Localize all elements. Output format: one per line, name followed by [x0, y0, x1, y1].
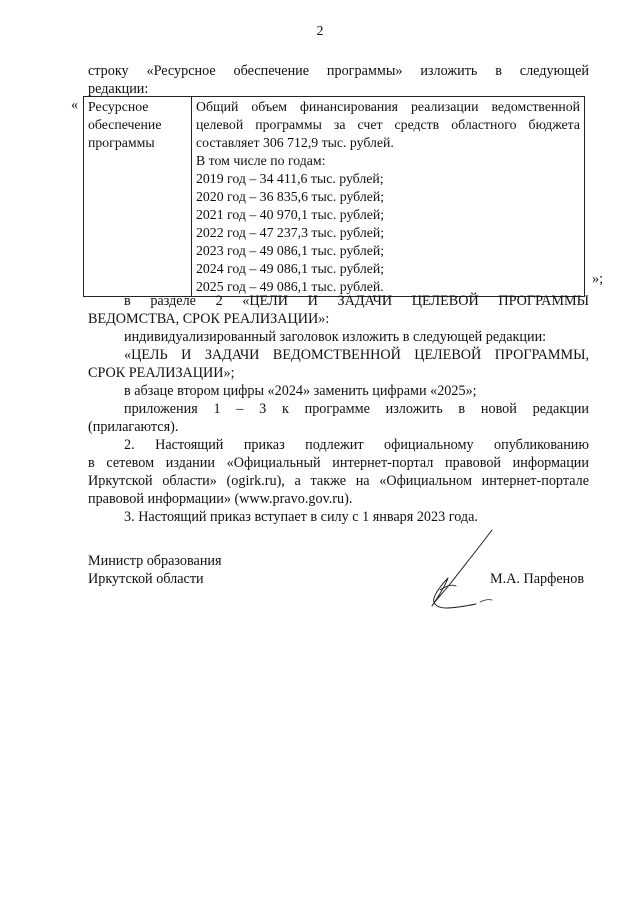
- total-line: целевой программы за счет средств областного бюджета: [196, 117, 580, 132]
- resource-label-line: Ресурсное: [88, 99, 149, 114]
- signatory-name: М.А. Парфенов: [490, 571, 585, 587]
- year-line: 2019 год – 34 411,6 тыс. рублей;: [196, 171, 384, 186]
- signatory-title-2: Иркутской области: [88, 571, 204, 587]
- year-line: 2023 год – 49 086,1 тыс. рублей;: [196, 243, 385, 258]
- year-line: 2025 год – 49 086,1 тыс. рублей.: [196, 279, 384, 294]
- year-line: 2021 год – 40 970,1 тыс. рублей;: [196, 207, 385, 222]
- appendix-line-1: приложения 1 – 3 к программе изложить в новой редакции: [124, 401, 589, 417]
- resource-label-line: обеспечение: [88, 117, 162, 132]
- new-title-line-2: СРОК РЕАЛИЗАЦИИ»;: [88, 365, 235, 381]
- resource-label-line: программы: [88, 135, 155, 150]
- resource-label-cell: [84, 97, 192, 297]
- page-number: 2: [316, 24, 324, 39]
- year-line: 2020 год – 36 835,6 тыс. рублей;: [196, 189, 385, 204]
- new-title-line-1: «ЦЕЛЬ И ЗАДАЧИ ВЕДОМСТВЕННОЙ ЦЕЛЕВОЙ ПРОГРАММЫ,: [124, 347, 589, 363]
- item2-line-4: правовой информации» (www.pravo.gov.ru).: [88, 491, 353, 507]
- year-line: 2024 год – 49 086,1 тыс. рублей;: [196, 261, 385, 276]
- replace-instruction: в абзаце втором цифры «2024» заменить цифрами «2025»;: [124, 383, 477, 399]
- years-heading: В том числе по годам:: [196, 153, 326, 168]
- handwritten-signature: [416, 528, 506, 618]
- resource-table: [83, 96, 585, 297]
- quote-open: «: [71, 97, 79, 113]
- item2-line-2: в сетевом издании «Официальный интернет-портал правовой информации: [88, 455, 589, 471]
- intro-line-2: редакции:: [88, 81, 149, 97]
- section-line-2: ВЕДОМСТВА, СРОК РЕАЛИЗАЦИИ»:: [88, 311, 330, 327]
- resource-value-cell: [192, 97, 585, 297]
- total-line: составляет 306 712,9 тыс. рублей.: [196, 135, 394, 150]
- total-line: Общий объем финансирования реализации ведомственной: [196, 99, 580, 114]
- intro-line-1: строку «Ресурсное обеспечение программы» изложить в следующей: [88, 63, 589, 79]
- item2-line-3: Иркутской области» (ogirk.ru), а также на «Официальном интернет-портале: [88, 473, 589, 489]
- item2-line-1: 2. Настоящий приказ подлежит официальному опубликованию: [124, 437, 589, 453]
- item3: 3. Настоящий приказ вступает в силу с 1 января 2023 года.: [124, 509, 478, 525]
- section-line-1: в разделе 2 «ЦЕЛИ И ЗАДАЧИ ЦЕЛЕВОЙ ПРОГРАММЫ: [124, 293, 589, 309]
- signatory-title-1: Министр образования: [88, 553, 222, 569]
- appendix-line-2: (прилагаются).: [88, 419, 179, 435]
- heading-instruction: индивидуализированный заголовок изложить в следующей редакции:: [124, 329, 547, 345]
- year-line: 2022 год – 47 237,3 тыс. рублей;: [196, 225, 385, 240]
- quote-close: »;: [592, 271, 604, 287]
